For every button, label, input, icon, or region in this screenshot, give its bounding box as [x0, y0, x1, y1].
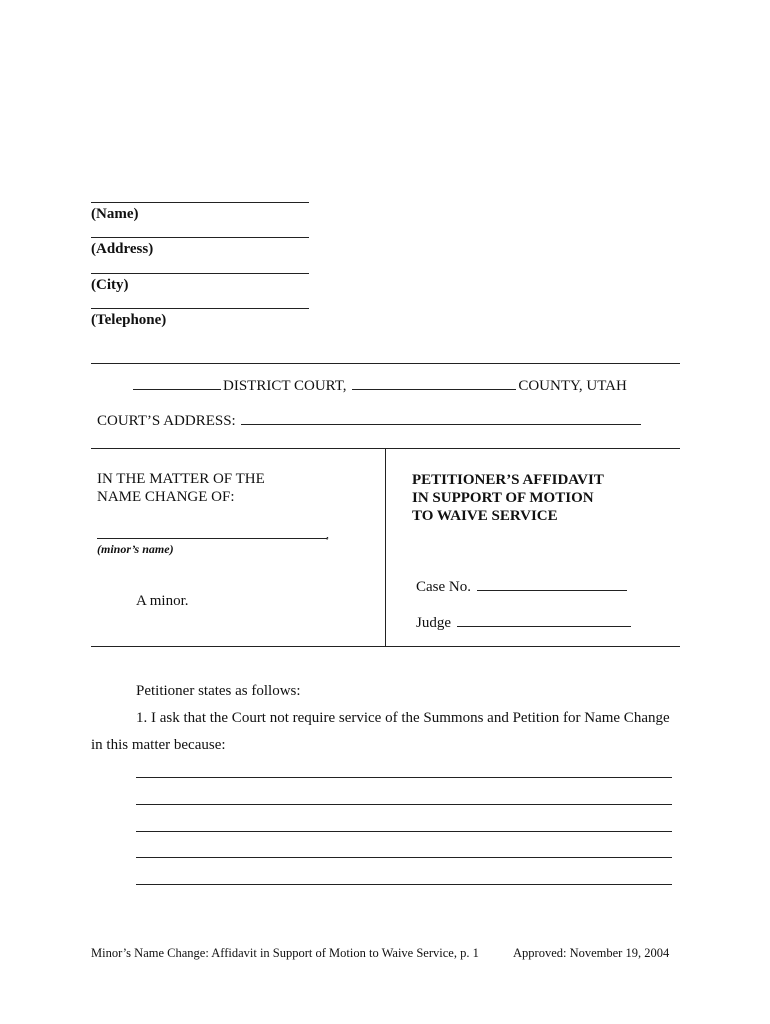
court-line [131, 374, 627, 395]
address-label: (Address) [91, 241, 154, 257]
a-minor-text: A minor. [136, 593, 189, 609]
telephone-label: (Telephone) [91, 312, 167, 328]
affidavit-title-line1: PETITIONER’S AFFIDAVIT [412, 472, 604, 488]
county-utah-text: COUNTY, UTAH [518, 378, 627, 394]
judge-line [416, 611, 633, 632]
case-no-line [416, 575, 629, 596]
city-label: (City) [91, 277, 129, 293]
matter-line1: IN THE MATTER OF THE [97, 471, 265, 487]
city-line[interactable] [91, 273, 309, 274]
judge-blank[interactable] [457, 611, 631, 627]
telephone-line[interactable] [91, 308, 309, 309]
court-address-line [97, 409, 643, 430]
caption-vertical-divider [385, 449, 386, 646]
district-court-text: DISTRICT COURT, [223, 378, 347, 394]
minor-name-line[interactable] [97, 538, 327, 539]
reason-line-5[interactable] [136, 884, 672, 885]
reason-line-4[interactable] [136, 857, 672, 858]
petitioner-intro: Petitioner states as follows: [136, 683, 301, 699]
name-line[interactable] [91, 202, 309, 203]
court-address-label: COURT’S ADDRESS: [97, 413, 236, 429]
footer-left: Minor’s Name Change: Affidavit in Support of Motion to Waive Service, p. 1 [91, 946, 479, 960]
district-blank[interactable] [133, 374, 221, 390]
court-address-blank[interactable] [241, 409, 641, 425]
footer-right: Approved: November 19, 2004 [513, 946, 670, 960]
matter-line2: NAME CHANGE OF: [97, 489, 235, 505]
affidavit-title-line2: IN SUPPORT OF MOTION [412, 490, 594, 506]
reason-line-1[interactable] [136, 777, 672, 778]
caption-bottom-divider [91, 646, 680, 647]
court-top-divider [91, 363, 680, 364]
affidavit-title-line3: TO WAIVE SERVICE [412, 508, 558, 524]
minor-name-comma: , [326, 527, 329, 541]
case-no-label: Case No. [416, 579, 471, 595]
reason-line-2[interactable] [136, 804, 672, 805]
case-no-blank[interactable] [477, 575, 627, 591]
address-line[interactable] [91, 237, 309, 238]
reason-line-3[interactable] [136, 831, 672, 832]
item1-line2: in this matter because: [91, 737, 226, 753]
judge-label: Judge [416, 615, 451, 631]
county-blank[interactable] [352, 374, 516, 390]
item1-line1: 1. I ask that the Court not require service of the Summons and Petition for Name Change [136, 710, 670, 726]
name-label: (Name) [91, 206, 139, 222]
minors-name-label: (minor’s name) [97, 542, 174, 556]
